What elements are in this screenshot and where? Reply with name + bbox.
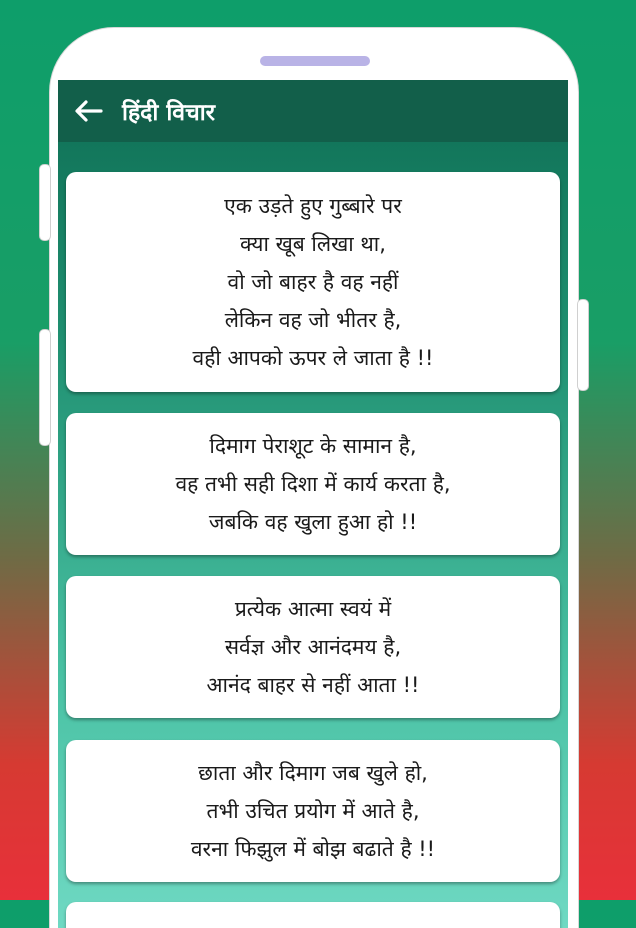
quote-line: प्रत्येक आत्मा स्वयं में	[234, 597, 392, 621]
quote-card-partial[interactable]	[66, 902, 560, 928]
quote-line: एक उड़ते हुए गुब्बारे पर	[224, 194, 402, 218]
app-bar	[58, 80, 568, 142]
quote-card[interactable]	[66, 740, 560, 882]
quote-line: वही आपको ऊपर ले जाता है !!	[192, 346, 434, 370]
phone-side-button	[40, 330, 50, 445]
phone-frame	[50, 28, 578, 928]
phone-side-button	[40, 165, 50, 240]
quote-line: वह तभी सही दिशा में कार्य करता है,	[175, 472, 451, 496]
app-title: हिंदी विचार	[122, 100, 216, 126]
quote-line: तभी उचित प्रयोग में आते है,	[206, 799, 420, 823]
quote-card[interactable]	[66, 576, 560, 718]
quote-line: सर्वज्ञ और आनंदमय है,	[224, 635, 402, 659]
quote-line: आनंद बाहर से नहीं आता !!	[206, 673, 420, 697]
quote-line: क्या खूब लिखा था,	[240, 232, 386, 256]
quote-line: लेकिन वह जो भीतर है,	[224, 308, 402, 332]
quote-card[interactable]	[66, 172, 560, 392]
arrow-left-icon	[73, 99, 103, 123]
quote-line: वो जो बाहर है वह नहीं	[227, 270, 399, 294]
quote-line: वरना फिझुल में बोझ बढाते है !!	[190, 837, 436, 861]
phone-speaker	[260, 56, 370, 66]
quote-line: जबकि वह खुला हुआ हो !!	[208, 510, 418, 534]
app-screen	[58, 80, 568, 928]
quote-line: छाता और दिमाग जब खुले हो,	[198, 761, 428, 785]
back-button[interactable]	[68, 91, 108, 131]
phone-side-button	[578, 300, 588, 390]
quote-card[interactable]	[66, 413, 560, 555]
quote-line: दिमाग पेराशूट के सामान है,	[209, 434, 417, 458]
